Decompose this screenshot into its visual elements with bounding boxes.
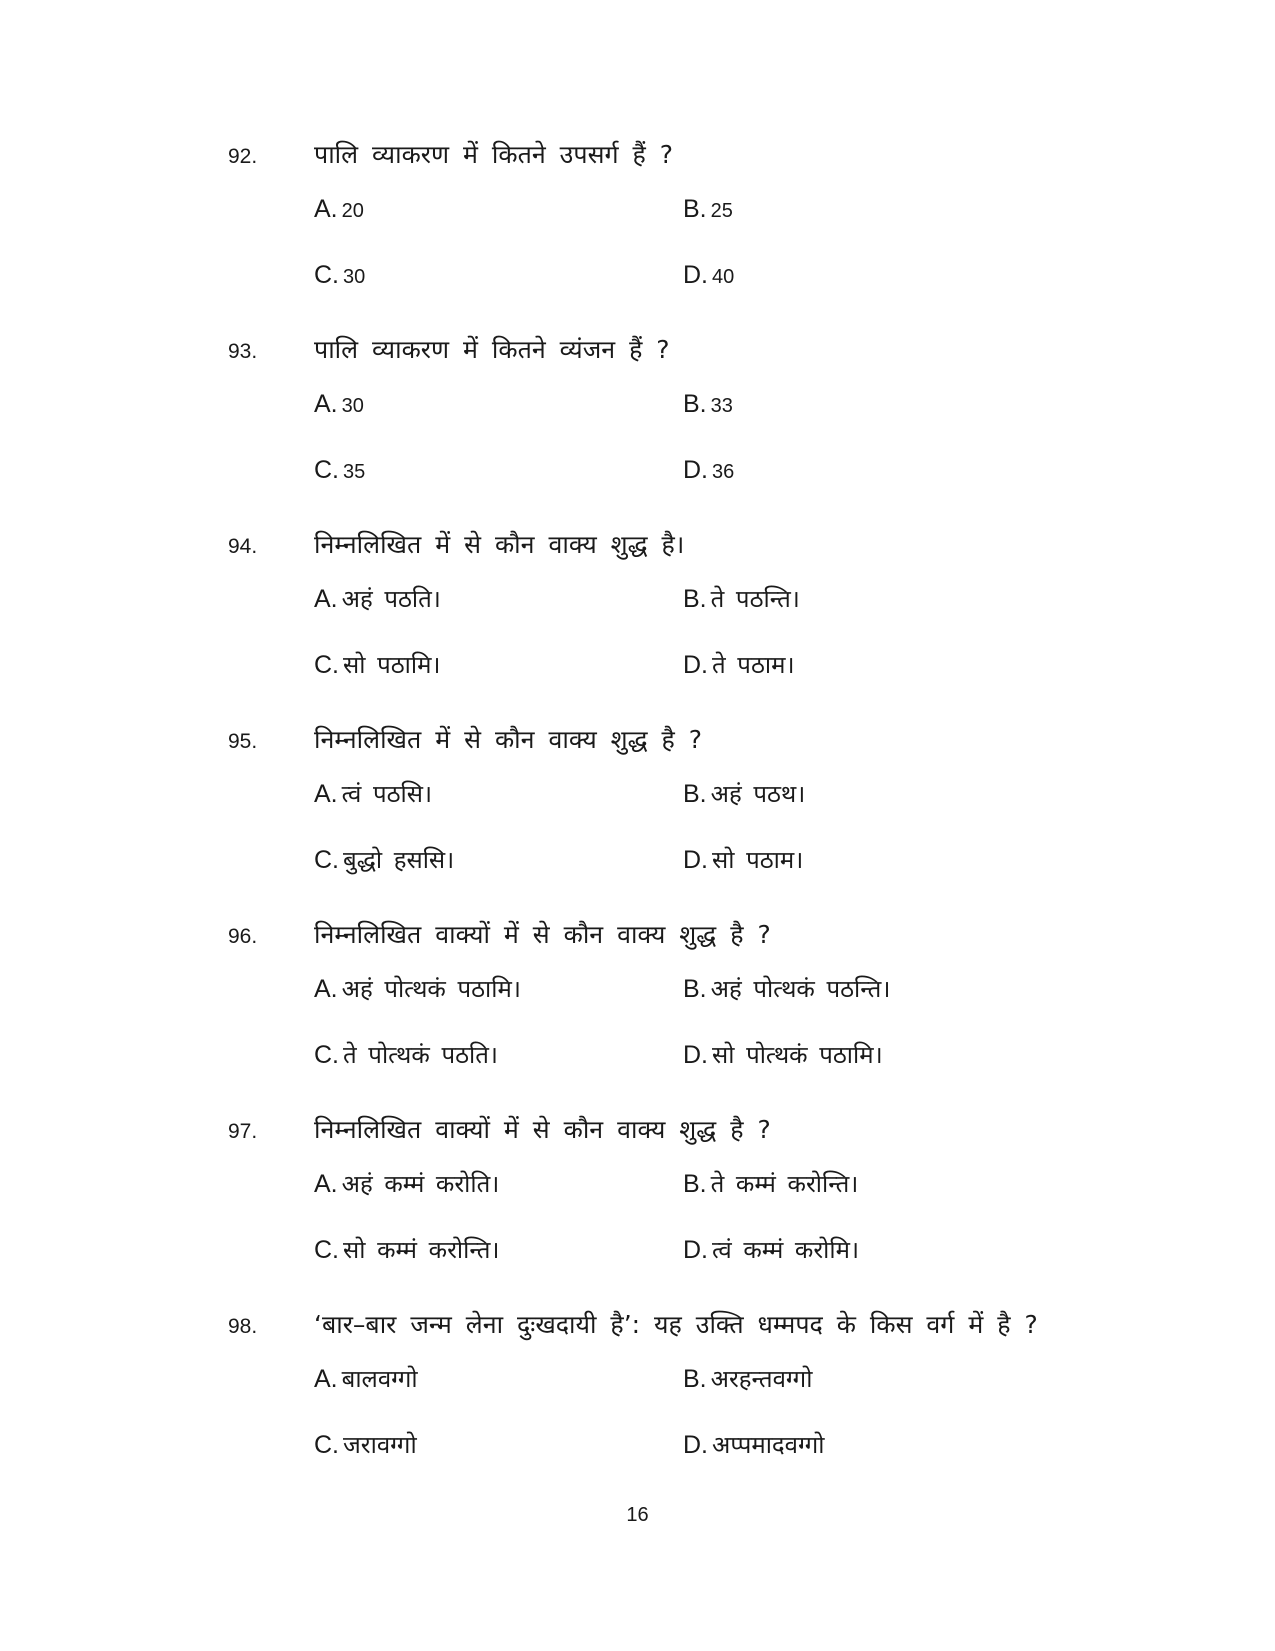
option-text: 33 (710, 395, 733, 417)
option-text: 35 (343, 461, 366, 483)
option-letter: D. (683, 651, 708, 679)
option-a (314, 970, 521, 1008)
option-text: सो पठाम। (712, 846, 804, 874)
option-letter: A. (314, 390, 338, 418)
option-letter: A. (314, 1170, 338, 1198)
option-letter: C. (314, 261, 339, 289)
option-letter: D. (683, 1431, 708, 1459)
option-text: अहं पठथ। (710, 780, 806, 808)
option-d (683, 256, 734, 296)
option-letter: A. (314, 1365, 338, 1393)
option-text: सो कम्मं करोन्ति। (343, 1236, 500, 1264)
option-c (314, 1036, 498, 1074)
option-text: बालवग्गो (341, 1365, 418, 1393)
option-d (683, 451, 734, 491)
question-97 (0, 1115, 1275, 1305)
option-d (683, 646, 795, 684)
option-c (314, 646, 441, 684)
question-text: पालि व्याकरण में कितने व्यंजन हैं ? (314, 335, 670, 364)
option-letter: B. (683, 1365, 707, 1393)
option-letter: B. (683, 195, 707, 223)
option-d (683, 1036, 883, 1074)
page-number: 16 (626, 1504, 649, 1526)
option-a (314, 580, 441, 618)
option-text: बुद्धो हससि। (343, 846, 455, 874)
option-letter: B. (683, 975, 707, 1003)
question-number: 97. (228, 1120, 258, 1143)
option-b (683, 190, 733, 230)
option-text: 25 (710, 200, 733, 222)
option-text: त्वं पठसि। (341, 780, 433, 808)
option-letter: D. (683, 261, 708, 289)
option-letter: B. (683, 390, 707, 418)
option-text: 36 (712, 461, 735, 483)
option-c (314, 256, 365, 296)
option-text: 30 (341, 395, 364, 417)
option-letter: A. (314, 585, 338, 613)
option-text: 40 (712, 266, 735, 288)
question-number: 96. (228, 925, 258, 948)
question-text: पालि व्याकरण में कितने उपसर्ग हैं ? (314, 140, 673, 169)
option-b (683, 970, 890, 1008)
question-text: निम्नलिखित वाक्यों में से कौन वाक्य शुद्ध है ? (314, 1115, 771, 1144)
option-d (683, 1426, 825, 1464)
option-c (314, 841, 454, 879)
option-text: सो पोत्थकं पठामि। (712, 1041, 883, 1069)
question-number: 95. (228, 730, 258, 753)
question-93 (0, 335, 1275, 525)
option-letter: C. (314, 1041, 339, 1069)
option-d (683, 1231, 859, 1269)
option-b (683, 1360, 812, 1398)
question-text: ‘बार–बार जन्म लेना दुःखदायी है’: यह उक्ति धम्मपद के किस वर्ग में है ? (314, 1310, 1038, 1339)
option-text: 20 (341, 200, 364, 222)
question-94 (0, 530, 1275, 720)
option-letter: B. (683, 780, 707, 808)
option-a (314, 1360, 418, 1398)
option-letter: B. (683, 585, 707, 613)
option-b (683, 1165, 858, 1203)
option-text: ते पोत्थकं पठति। (343, 1041, 499, 1069)
option-a (314, 190, 364, 230)
option-letter: C. (314, 1431, 339, 1459)
question-number: 92. (228, 145, 258, 168)
option-letter: D. (683, 1236, 708, 1264)
option-c (314, 451, 365, 491)
option-letter: D. (683, 456, 708, 484)
option-text: ते पठाम। (712, 651, 795, 679)
question-96 (0, 920, 1275, 1110)
option-text: 30 (343, 266, 366, 288)
option-letter: C. (314, 846, 339, 874)
option-letter: D. (683, 1041, 708, 1069)
option-a (314, 385, 364, 425)
option-b (683, 580, 800, 618)
option-d (683, 841, 803, 879)
option-letter: D. (683, 846, 708, 874)
option-text: त्वं कम्मं करोमि। (712, 1236, 860, 1264)
option-text: अहं पोत्थकं पठन्ति। (710, 975, 891, 1003)
question-text: निम्नलिखित में से कौन वाक्य शुद्ध है। (314, 530, 685, 559)
option-text: अहं पठति। (341, 585, 441, 613)
option-c (314, 1426, 417, 1464)
question-text: निम्नलिखित में से कौन वाक्य शुद्ध है ? (314, 725, 703, 754)
option-a (314, 1165, 499, 1203)
option-text: सो पठामि। (343, 651, 441, 679)
question-text: निम्नलिखित वाक्यों में से कौन वाक्य शुद्ध है ? (314, 920, 771, 949)
option-text: अहं कम्मं करोति। (341, 1170, 500, 1198)
question-number: 98. (228, 1315, 258, 1338)
option-text: जरावग्गो (343, 1431, 417, 1459)
option-letter: C. (314, 1236, 339, 1264)
question-number: 94. (228, 535, 258, 558)
question-number: 93. (228, 340, 258, 363)
question-95 (0, 725, 1275, 915)
option-letter: C. (314, 456, 339, 484)
option-letter: C. (314, 651, 339, 679)
option-text: अरहन्तवग्गो (710, 1365, 813, 1393)
option-b (683, 385, 733, 425)
option-letter: A. (314, 780, 338, 808)
option-letter: A. (314, 975, 338, 1003)
option-text: अहं पोत्थकं पठामि। (341, 975, 521, 1003)
option-text: अप्पमादवग्गो (712, 1431, 825, 1459)
question-98 (0, 1310, 1275, 1500)
option-c (314, 1231, 500, 1269)
option-a (314, 775, 432, 813)
option-b (683, 775, 805, 813)
question-92 (0, 140, 1275, 330)
option-text: ते पठन्ति। (710, 585, 800, 613)
option-text: ते कम्मं करोन्ति। (710, 1170, 859, 1198)
option-letter: B. (683, 1170, 707, 1198)
option-letter: A. (314, 195, 338, 223)
